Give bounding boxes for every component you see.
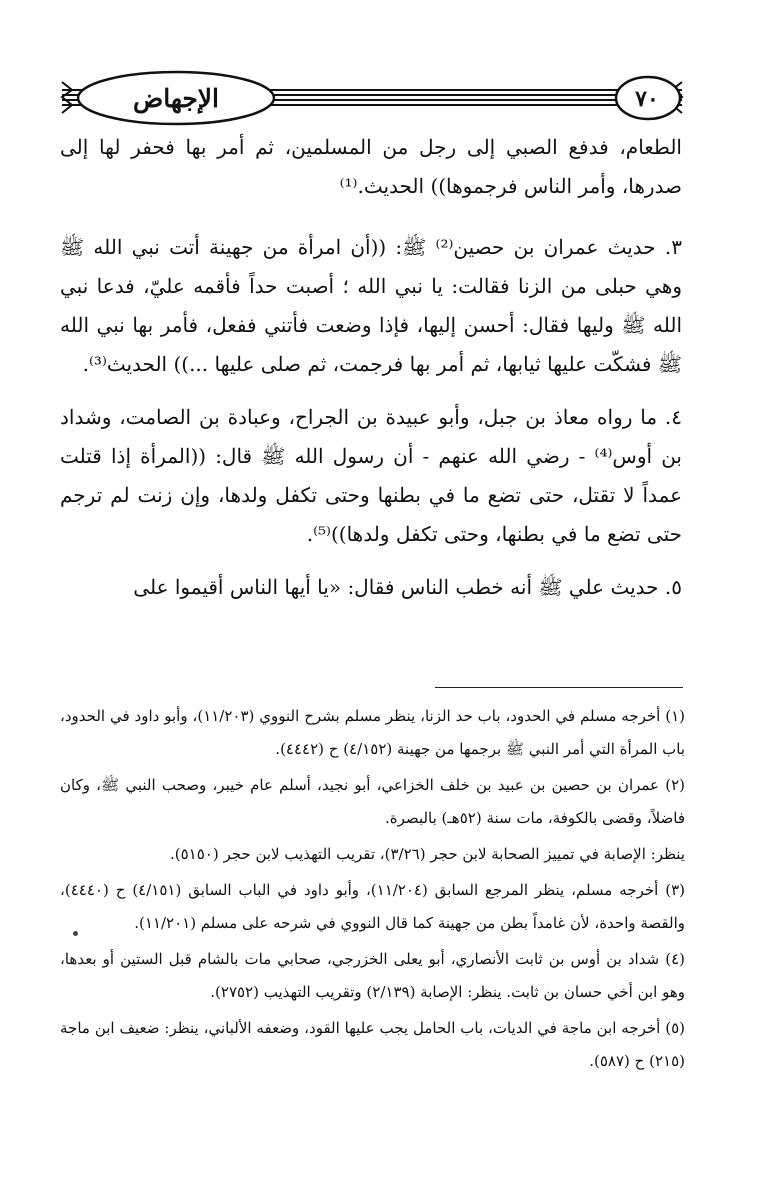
footnote-4: (٤) شداد بن أوس بن ثابت الأنصاري، أبو يعلى الخزرجي، صحابي مات بالشام قبل الستين أو بعدها، وهو ابن أخي حسان بن ثابت. ينظر: الإصابة (٢/١٣٩) وتقريب التهذيب (٢٧٥٢). <box>60 950 685 1001</box>
footnote-5: (٥) أخرجه ابن ماجة في الديات، باب الحامل يجب عليها القود، وضعفه الألباني، ينظر: ضعيف ابن ماجة (٢١٥) ح (٥٨٧). <box>60 1019 685 1070</box>
main-text <box>60 128 682 621</box>
footnote-1: (١) أخرجه مسلم في الحدود، باب حد الزنا، ينظر مسلم بشرح النووي (١١/٢٠٣)، وأبو داود في الحدود، باب المرأة التي أمر النبي ﷺ برجمها من جهينة (٤/١٥٢) ح (٤٤٤٢). <box>60 707 685 758</box>
footnotes <box>60 700 685 1081</box>
scan-speck <box>73 931 78 936</box>
paragraph-continuation: الطعام، فدفع الصبي إلى رجل من المسلمين، ثم أمر بها فحفر لها إلى صدرها، وأمر الناس فرجموها)) الحديث.⁽¹⁾ <box>60 135 682 198</box>
page-number: ٧٠ <box>635 86 659 112</box>
paragraph-item-3: ٣. حديث عمران بن حصين⁽²⁾ ﷺ: ((أن امرأة من جهينة أتت نبي الله ﷺ وهي حبلى من الزنا فقالت: يا نبي الله ؛ أصبت حداً فأقمه عليّ، فدعا نبي الله ﷺ وليها فقال: أحسن إليها، فإذا وضعت فأتني ففعل، فأمر بها نبي الله ﷺ فشكّت عليها ثيابها، ثم أمر بها فرجمت، ثم صلى عليها ...)) الحديث⁽³⁾. <box>60 235 682 376</box>
footnote-2: (٢) عمران بن حصين بن عبيد بن خلف الخزاعي، أبو نجيد، أسلم عام خيبر، وصحب النبي ﷺ، وكان فاضلاً، وقضى بالكوفة، مات سنة (٥٢هـ) بالبصرة. <box>60 776 685 827</box>
paragraph-item-5: ٥. حديث علي ﷺ أنه خطب الناس فقال: «يا أيها الناس أقيموا على <box>133 575 682 599</box>
footnote-separator <box>435 687 683 688</box>
running-title: الإجهاض <box>132 84 220 113</box>
footnote-2-reference: ينظر: الإصابة في تمييز الصحابة لابن حجر (٣/٢٦)، تقريب التهذيب لابن حجر (٥١٥٠). <box>169 845 685 863</box>
paragraph-item-4: ٤. ما رواه معاذ بن جبل، وأبو عبيدة بن الجراح، وعبادة بن الصامت، وشداد بن أوس⁽⁴⁾ - رضي الله عنهم - أن رسول الله ﷺ قال: ((المرأة إذا قتلت عمداً لا تقتل، حتى تضع ما في بطنها وحتى تكفل ولدها، وإن زنت لم ترجم حتى تضع ما في بطنها، وحتى تكفل ولدها))⁽⁵⁾. <box>60 405 682 546</box>
footnote-3: (٣) أخرجه مسلم، ينظر المرجع السابق (١١/٢٠٤)، وأبو داود في الباب السابق (٤/١٥١) ح (٤٤٤٠)، والقصة واحدة، لأن غامداً بطن من جهينة كما قال النووي في شرحه على مسلم (١١/٢٠١). <box>60 881 685 932</box>
page-header <box>0 68 765 132</box>
